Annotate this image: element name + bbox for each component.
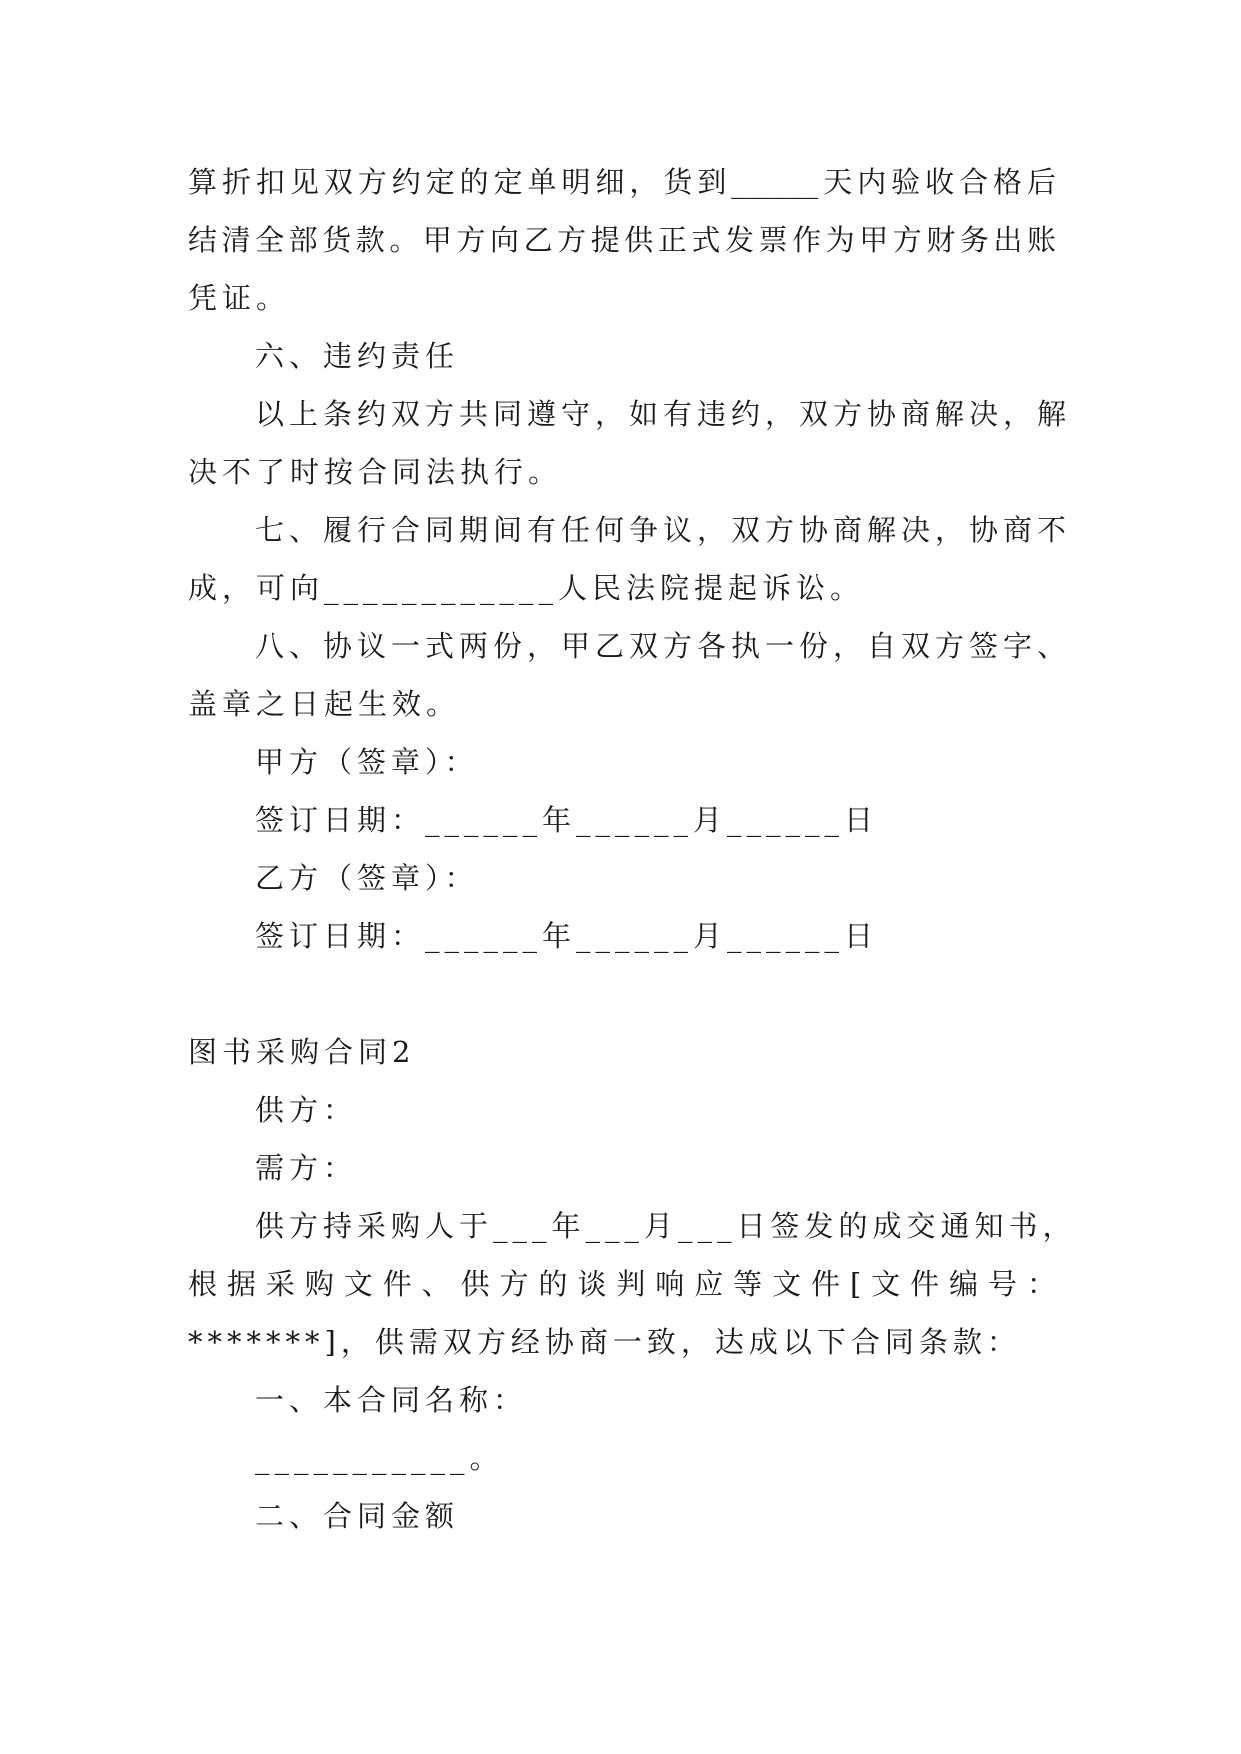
- section-heading: 二、合同金额: [255, 1499, 460, 1533]
- body-text-line: 根据采购文件、供方的谈判响应等文件[文件编号：: [188, 1267, 1056, 1301]
- body-text-line: 以上条约双方共同遵守，如有违约，双方协商解决，解: [255, 397, 1072, 431]
- signing-date-line: 签订日期：______年______月______日: [255, 919, 879, 953]
- body-text-line: 盖章之日起生效。: [188, 687, 461, 721]
- body-text-line: 算折扣见双方约定的定单明细，货到______天内验收合格后: [188, 165, 1056, 199]
- body-text-line: 成，可向____________人民法院提起诉讼。: [188, 571, 865, 605]
- body-text-line: 供方持采购人于___年___月___日签发的成交通知书，: [255, 1209, 1077, 1243]
- party-b-signature-label: 乙方（签章）：: [255, 861, 479, 895]
- buyer-label: 需方：: [255, 1151, 358, 1185]
- body-text-line: 八、协议一式两份，甲乙双方各执一份，自双方签字、: [255, 629, 1072, 663]
- body-text-line: 凭证。: [188, 281, 291, 315]
- contract-name-blank: ___________。: [255, 1441, 504, 1475]
- body-text-line: *******]，供需双方经协商一致，达成以下合同条款：: [188, 1325, 1021, 1359]
- document-title: 图书采购合同2: [188, 1035, 416, 1069]
- signing-date-line: 签订日期：______年______月______日: [255, 803, 879, 837]
- section-heading: 一、本合同名称：: [255, 1383, 528, 1417]
- body-text-line: 结清全部货款。甲方向乙方提供正式发票作为甲方财务出账: [188, 223, 1056, 257]
- body-text-line: 决不了时按合同法执行。: [188, 455, 563, 489]
- section-heading: 六、违约责任: [255, 339, 460, 373]
- party-a-signature-label: 甲方（签章）：: [255, 745, 479, 779]
- supplier-label: 供方：: [255, 1093, 358, 1127]
- body-text-line: 七、履行合同期间有任何争议，双方协商解决，协商不: [255, 513, 1072, 547]
